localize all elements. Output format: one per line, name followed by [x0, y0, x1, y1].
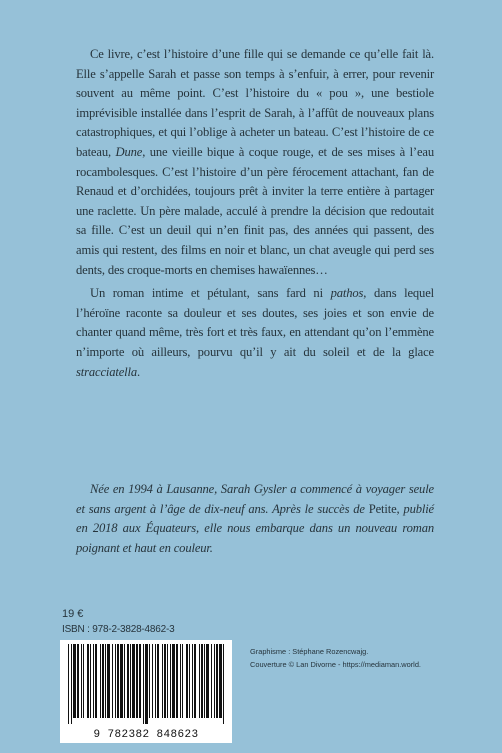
summary-paragraph-2: Un roman intime et pétulant, sans fard ni pathos, dans lequel l’héroïne raconte sa douleur et ses doutes, ses joies et son envie de chanter quand même, très fort et très faux, en attendant qu’on l’emmène n’importe où ailleurs, pourvu qu’il y ait du soleil et de la glace stracciatella.	[76, 286, 434, 379]
barcode	[60, 640, 232, 743]
barcode-bar	[95, 644, 97, 718]
barcode-bar	[136, 644, 138, 718]
barcode-bar	[117, 644, 119, 718]
credits	[250, 645, 480, 671]
barcode-bar	[81, 644, 82, 718]
barcode-bar	[162, 644, 163, 718]
barcode-bar	[93, 644, 94, 718]
barcode-bar	[204, 644, 205, 718]
title-dune: Dune	[115, 144, 143, 159]
barcode-bar	[71, 644, 72, 724]
barcode-bar	[186, 644, 188, 718]
barcode-bar	[206, 644, 209, 718]
barcode-bar	[164, 644, 166, 718]
barcode-bar	[189, 644, 190, 718]
barcode-bar	[194, 644, 196, 718]
book-summary	[76, 45, 434, 382]
barcode-bar	[180, 644, 181, 718]
isbn: ISBN : 978-2-3828-4862-3	[62, 624, 175, 635]
barcode-bar	[105, 644, 106, 718]
credit-graphisme: Graphisme : Stéphane Rozencwajg.	[250, 647, 369, 656]
barcode-bar	[176, 644, 178, 718]
barcode-bar	[68, 644, 69, 724]
barcode-bar	[143, 644, 144, 724]
barcode-bar	[192, 644, 193, 718]
barcode-bar	[100, 644, 101, 718]
price: 19 €	[62, 608, 84, 620]
barcode-bar	[172, 644, 175, 718]
barcode-bar	[90, 644, 91, 718]
title-petite: Petite	[368, 501, 397, 516]
barcode-bar	[120, 644, 123, 718]
credit-couverture: Couverture © Lan Divorne - https://mediaman.world.	[250, 660, 421, 669]
barcode-bar	[77, 644, 79, 718]
word-pathos: pathos	[330, 286, 364, 301]
summary-paragraph-1: Ce livre, c’est l’histoire d’une fille qui se demande ce qu’elle fait là. Elle s’appelle Sarah et passe son temps à s’enfuir, à errer, pour revenir souvent au même point. C’est l’histoire du « pou », une bestiole imprévisible installée dans l’esprit de Sarah, à l’affût de nouveaux plans catastrophiques, et qui l’oblige à acheter un bateau. C’est l’histoire de ce bateau, Dune, une vieille bique à coque rouge, et de ses mises à l’eau rocambolesques. C’est l’histoire d’un père férocement attachant, fan de Renaud et d’orchidées, toujours prêt à inviter la terre entière à partager une raclette. Un père malade, acculé à prendre la décision que redoutait sa fille. C’est un deuil qui n’en finit pas, des années qui passent, des amis qui restent, des films en noir et blanc, un chat aveugle qui perd ses dents, des croque-morts en chemises hawaïennes…	[76, 47, 434, 277]
barcode-bar	[223, 644, 224, 724]
author-bio: Née en 1994 à Lausanne, Sarah Gysler a commencé à voyager seule et sans argent à l’âge de dix-neuf ans. Après le succès de Petite, publié en 2018 aux Équateurs, elle nous embarque dans un nouveau roman poignant et haut en couleur.	[76, 482, 435, 555]
barcode-bar	[130, 644, 131, 718]
barcode-bar	[145, 644, 148, 724]
barcode-bars	[66, 644, 226, 726]
barcode-bar	[112, 644, 113, 718]
barcode-bar	[170, 644, 171, 718]
barcode-number: 9 782382 848623	[93, 729, 199, 741]
barcode-bar	[139, 644, 141, 718]
barcode-bar	[149, 644, 150, 718]
barcode-bar	[73, 644, 76, 718]
barcode-bar	[87, 644, 89, 718]
barcode-bar	[211, 644, 212, 718]
word-stracciatella: stracciatella	[76, 364, 138, 379]
barcode-bar	[201, 644, 203, 718]
barcode-bar	[132, 644, 135, 718]
barcode-bar	[157, 644, 159, 718]
barcode-bar	[115, 644, 116, 718]
barcode-bar	[102, 644, 104, 718]
barcode-bar	[219, 644, 222, 718]
barcode-bar	[167, 644, 168, 718]
barcode-bar	[107, 644, 110, 718]
barcode-bar	[127, 644, 129, 718]
barcode-bar	[124, 644, 125, 718]
barcode-bar	[83, 644, 84, 718]
barcode-bar	[182, 644, 183, 718]
barcode-bar	[152, 644, 153, 718]
barcode-bar	[199, 644, 200, 718]
barcode-bar	[214, 644, 215, 718]
barcode-bar	[155, 644, 156, 718]
barcode-bar	[216, 644, 218, 718]
